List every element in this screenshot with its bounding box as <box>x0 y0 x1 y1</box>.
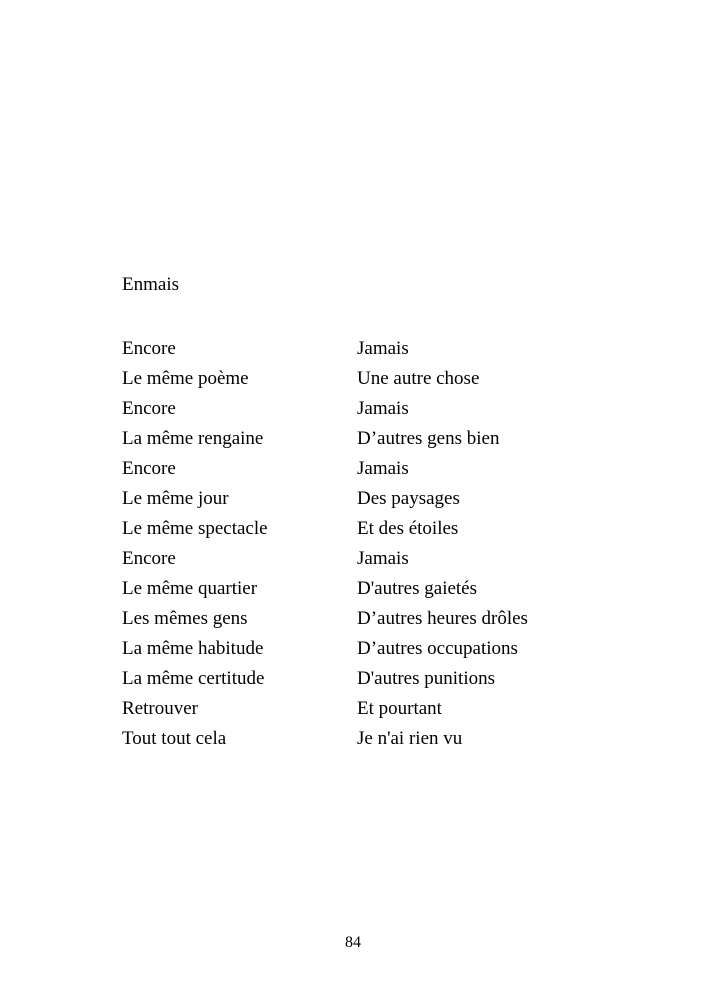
poem-line-right: D’autres heures drôles <box>357 608 528 629</box>
poem-line-left: Retrouver <box>122 698 198 719</box>
poem-right-column <box>357 334 528 754</box>
poem-line-right: D’autres gens bien <box>357 428 500 449</box>
poem-line-right: Une autre chose <box>357 368 480 389</box>
poem-line-right: Jamais <box>357 548 409 569</box>
poem-line-left: La même certitude <box>122 668 265 689</box>
poem-line-right: D'autres gaietés <box>357 578 478 599</box>
poem-left-column <box>122 334 268 754</box>
poem-line-right: Des paysages <box>357 488 460 509</box>
poem-line-right: Jamais <box>357 458 409 479</box>
poem-line-right: Je n'ai rien vu <box>357 728 463 749</box>
poem-line-right: Jamais <box>357 338 409 359</box>
poem-line-left: Les mêmes gens <box>122 608 248 629</box>
poem-line-right: D’autres occupations <box>357 638 518 659</box>
poem-line-left: Le même spectacle <box>122 518 268 539</box>
poem-line-left: Encore <box>122 338 176 359</box>
poem-line-left: Le même poème <box>122 368 249 389</box>
poem-title: Enmais <box>122 274 179 295</box>
poem-line-left: Le même quartier <box>122 578 258 599</box>
poem-line-left: Encore <box>122 398 176 419</box>
poem-line-right: Jamais <box>357 398 409 419</box>
poem-line-right: Et des étoiles <box>357 518 459 539</box>
page-number: 84 <box>345 934 361 951</box>
poem-line-left: La même rengaine <box>122 428 264 449</box>
poem-line-right: D'autres punitions <box>357 668 495 689</box>
poem-line-left: Encore <box>122 548 176 569</box>
poem-line-left: Tout tout cela <box>122 728 227 749</box>
poem-line-left: La même habitude <box>122 638 264 659</box>
poem-line-right: Et pourtant <box>357 698 442 719</box>
poem-line-left: Encore <box>122 458 176 479</box>
poem-line-left: Le même jour <box>122 488 229 509</box>
